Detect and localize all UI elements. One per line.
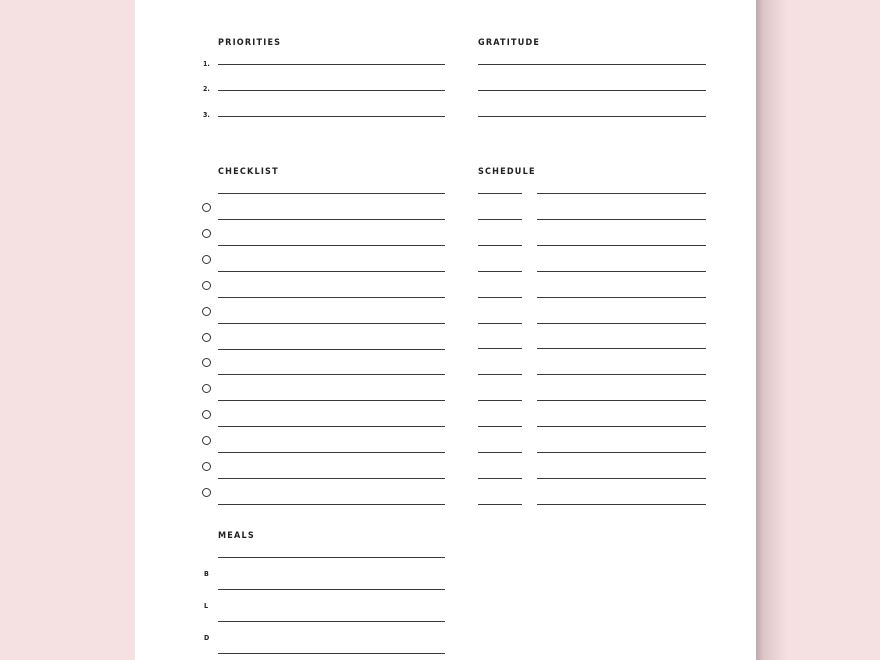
checklist-line[interactable] xyxy=(218,271,445,272)
planner-page xyxy=(135,0,756,660)
checklist-line[interactable] xyxy=(218,297,445,298)
schedule-time-line[interactable] xyxy=(478,400,522,401)
checklist-checkbox[interactable] xyxy=(202,255,211,264)
gratitude-line-1[interactable] xyxy=(478,64,706,65)
checklist-checkbox[interactable] xyxy=(202,333,211,342)
schedule-entry-line[interactable] xyxy=(537,245,706,246)
checklist-checkbox[interactable] xyxy=(202,203,211,212)
checklist-top-line xyxy=(218,193,445,194)
schedule-entry-line[interactable] xyxy=(537,271,706,272)
schedule-entry-line[interactable] xyxy=(537,478,706,479)
priority-line-1[interactable] xyxy=(218,64,445,65)
schedule-time-line[interactable] xyxy=(478,452,522,453)
meals-top-line xyxy=(218,557,445,558)
schedule-time-line[interactable] xyxy=(478,271,522,272)
schedule-entry-line[interactable] xyxy=(537,374,706,375)
checklist-line[interactable] xyxy=(218,323,445,324)
schedule-entry-line[interactable] xyxy=(537,219,706,220)
meals-heading: MEALS xyxy=(218,531,255,541)
checklist-heading: CHECKLIST xyxy=(218,167,279,177)
schedule-time-line[interactable] xyxy=(478,297,522,298)
priority-line-3[interactable] xyxy=(218,116,445,117)
checklist-checkbox[interactable] xyxy=(202,358,211,367)
checklist-line[interactable] xyxy=(218,426,445,427)
checklist-line[interactable] xyxy=(218,504,445,505)
meal-label-dinner: D xyxy=(204,634,210,642)
checklist-line[interactable] xyxy=(218,245,445,246)
checklist-line[interactable] xyxy=(218,452,445,453)
meal-label-breakfast: B xyxy=(204,570,209,578)
priority-number-1: 1. xyxy=(203,60,210,68)
priority-number-3: 3. xyxy=(203,111,210,119)
gratitude-heading: GRATITUDE xyxy=(478,38,541,48)
schedule-entry-line[interactable] xyxy=(537,348,706,349)
checklist-checkbox[interactable] xyxy=(202,436,211,445)
checklist-checkbox[interactable] xyxy=(202,384,211,393)
checklist-checkbox[interactable] xyxy=(202,410,211,419)
checklist-line[interactable] xyxy=(218,219,445,220)
schedule-time-line[interactable] xyxy=(478,348,522,349)
schedule-time-line[interactable] xyxy=(478,374,522,375)
meal-line-dinner[interactable] xyxy=(218,653,445,654)
schedule-entry-line[interactable] xyxy=(537,297,706,298)
priority-line-2[interactable] xyxy=(218,90,445,91)
schedule-time-line[interactable] xyxy=(478,219,522,220)
meal-label-lunch: L xyxy=(204,602,209,610)
checklist-line[interactable] xyxy=(218,349,445,350)
meal-line-lunch[interactable] xyxy=(218,621,445,622)
schedule-time-line[interactable] xyxy=(478,478,522,479)
schedule-entry-line[interactable] xyxy=(537,426,706,427)
schedule-time-line[interactable] xyxy=(478,323,522,324)
schedule-heading: SCHEDULE xyxy=(478,167,536,177)
schedule-entry-line[interactable] xyxy=(537,193,706,194)
checklist-checkbox[interactable] xyxy=(202,462,211,471)
schedule-entry-line[interactable] xyxy=(537,400,706,401)
checklist-checkbox[interactable] xyxy=(202,488,211,497)
schedule-entry-line[interactable] xyxy=(537,323,706,324)
checklist-line[interactable] xyxy=(218,374,445,375)
checklist-checkbox[interactable] xyxy=(202,307,211,316)
priorities-heading: PRIORITIES xyxy=(218,38,282,48)
schedule-time-line[interactable] xyxy=(478,426,522,427)
schedule-entry-line[interactable] xyxy=(537,452,706,453)
checklist-line[interactable] xyxy=(218,400,445,401)
checklist-checkbox[interactable] xyxy=(202,229,211,238)
gratitude-line-2[interactable] xyxy=(478,90,706,91)
checklist-checkbox[interactable] xyxy=(202,281,211,290)
schedule-time-line[interactable] xyxy=(478,504,522,505)
schedule-entry-line[interactable] xyxy=(537,504,706,505)
priority-number-2: 2. xyxy=(203,85,210,93)
checklist-line[interactable] xyxy=(218,478,445,479)
meal-line-breakfast[interactable] xyxy=(218,589,445,590)
gratitude-line-3[interactable] xyxy=(478,116,706,117)
schedule-time-line[interactable] xyxy=(478,245,522,246)
schedule-time-line[interactable] xyxy=(478,193,522,194)
